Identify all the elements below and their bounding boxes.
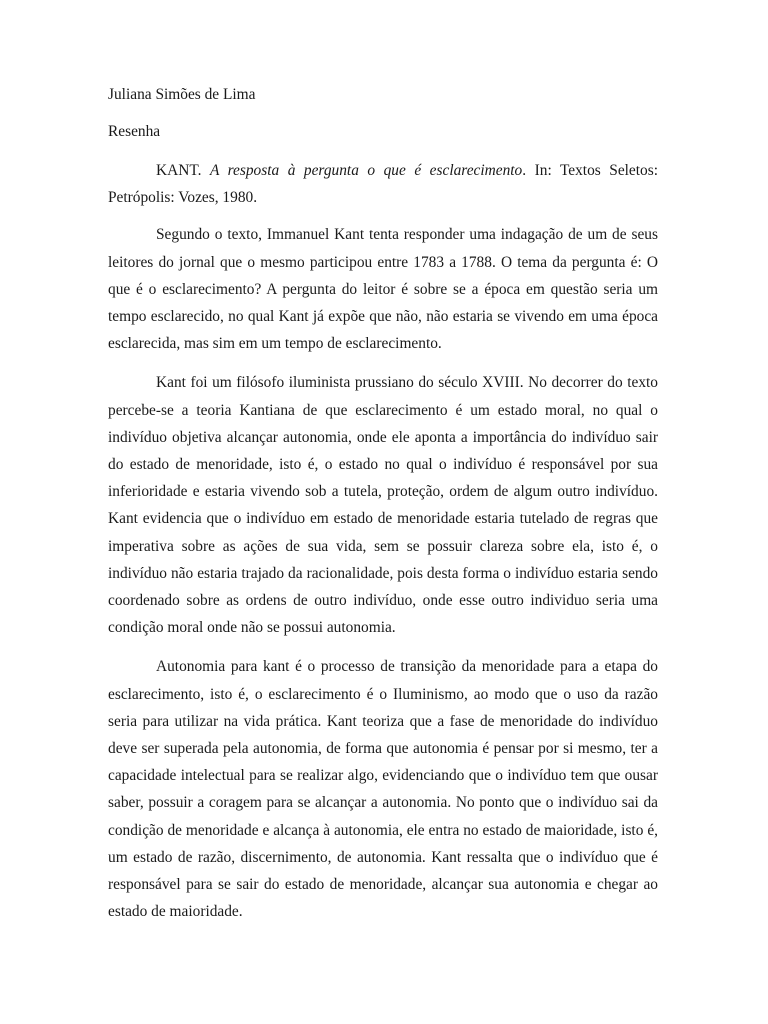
document-type: Resenha xyxy=(108,123,161,140)
author-name: Juliana Simões de Lima xyxy=(108,86,256,103)
paragraph-2: Kant foi um filósofo iluminista prussiano do século XVIII. No decorrer do texto percebe-se a teoria Kantiana de que esclarecimento é um estado moral, no qual o indivíduo objetiva alcançar autonomia, onde ele aponta a importância do indivíduo sair do estado de menoridade, isto é, o estado no qual o indivíduo é responsável por sua inferioridade e estaria vivendo sob a tutela, proteção, ordem de algum outro indivíduo. Kant evidencia que o indivíduo em estado de menoridade estaria tutelado de regras que imperativa sobre as ações de sua vida, sem se possuir clareza sobre ela, isto é, o indivíduo não estaria trajado da racionalidade, pois desta forma o indivíduo estaria sendo coordenado sobre as ordens de outro indivíduo, onde esse outro individuo seria uma condição moral onde não se possui autonomia. xyxy=(108,374,658,637)
paragraph-1: Segundo o texto, Immanuel Kant tenta responder uma indagação de um de seus leitores do jornal que o mesmo participou entre 1783 a 1788. O tema da pergunta é: O que é o esclarecimento? A pergunta do leitor é sobre se a época em questão seria um tempo esclarecido, no qual Kant já expõe que não, não estaria se vivendo em uma época esclarecida, mas sim em um tempo de esclarecimento. xyxy=(108,226,658,353)
citation-title: A resposta à pergunta o que é esclarecimento xyxy=(209,162,523,179)
citation xyxy=(108,157,658,211)
citation-details: . In: Textos Seletos: Petrópolis: Vozes, 1980. xyxy=(108,162,658,207)
citation-author: KANT. xyxy=(156,162,202,179)
paragraph-3: Autonomia para kant é o processo de transição da menoridade para a etapa do esclarecimento, isto é, o esclarecimento é o Iluminismo, ao modo que o uso da razão seria para utilizar na vida prática. Kant teoriza que a fase de menoridade do indivíduo deve ser superada pela autonomia, de forma que autonomia é pensar por si mesmo, ter a capacidade intelectual para se realizar algo, evidenciando que o indivíduo tem que ousar saber, possuir a coragem para se alcançar a autonomia. No ponto que o indivíduo sai da condição de menoridade e alcança à autonomia, ele entra no estado de maioridade, isto é, um estado de razão, discernimento, de autonomia. Kant ressalta que o indivíduo que é responsável para se sair do estado de menoridade, alcançar sua autonomia e chegar ao estado de maioridade. xyxy=(108,658,658,921)
document-page xyxy=(108,84,658,937)
